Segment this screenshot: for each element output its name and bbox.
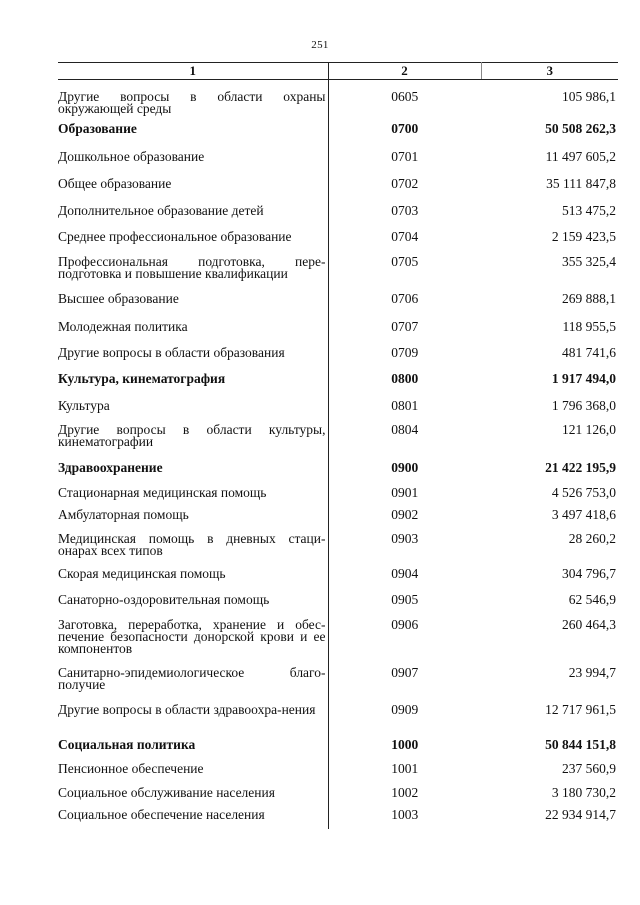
row-code: 0904 <box>391 566 419 581</box>
row-code: 0905 <box>391 592 419 607</box>
row-amount: 118 955,5 <box>562 319 616 334</box>
row-amount: 50 844 151,8 <box>545 737 616 752</box>
row-name: Высшее образование <box>58 293 328 321</box>
row-code: 0801 <box>391 398 419 413</box>
row-name: Заготовка, переработка, хранение и обес-печение безопасности донорской крови и ее компонентов <box>58 619 328 667</box>
row-amount: 237 560,9 <box>562 761 616 776</box>
row-name: Социальное обслуживание населения <box>58 787 328 809</box>
table-row <box>58 205 618 231</box>
row-code: 1001 <box>391 761 419 776</box>
table-row <box>58 667 618 704</box>
row-amount: 269 888,1 <box>562 291 616 306</box>
row-name: Образование <box>58 123 328 151</box>
table-row <box>58 487 618 509</box>
row-name: Санитарно-эпидемиологическое благо-получие <box>58 667 328 704</box>
table-row <box>58 568 618 594</box>
row-code: 1003 <box>391 807 419 822</box>
row-name: Медицинская помощь в дневных стаци-онарах всех типов <box>58 533 328 568</box>
row-amount: 35 111 847,8 <box>546 176 616 191</box>
row-code: 0707 <box>391 319 419 334</box>
row-amount: 121 126,0 <box>562 422 616 437</box>
table-row <box>58 594 618 619</box>
row-code: 0900 <box>391 460 419 475</box>
row-name: Среднее профессиональное образование <box>58 231 328 256</box>
row-name: Другие вопросы в области образования <box>58 347 328 373</box>
table-row <box>58 293 618 321</box>
table-row <box>58 763 618 787</box>
row-code: 0709 <box>391 345 419 360</box>
table-row <box>58 91 618 123</box>
page-number: 251 <box>311 39 329 51</box>
row-code: 0704 <box>391 229 419 244</box>
table-row <box>58 424 618 462</box>
row-code: 0703 <box>391 203 419 218</box>
row-code: 0706 <box>391 291 419 306</box>
section-row <box>58 123 618 151</box>
row-code: 0909 <box>391 702 419 717</box>
table-body <box>58 80 618 830</box>
row-name: Культура, кинематография <box>58 373 328 400</box>
row-code: 1002 <box>391 785 419 800</box>
row-amount: 62 546,9 <box>568 592 616 607</box>
row-amount: 4 526 753,0 <box>551 485 616 500</box>
row-amount: 3 497 418,6 <box>551 507 616 522</box>
table-row <box>58 533 618 568</box>
row-code: 1000 <box>391 737 419 752</box>
row-code: 0907 <box>391 665 419 680</box>
table-row <box>58 256 618 293</box>
row-code: 0902 <box>391 507 419 522</box>
table-header-row <box>58 63 618 80</box>
row-code: 0804 <box>391 422 419 437</box>
table-row <box>58 231 618 256</box>
table-row <box>58 347 618 373</box>
row-amount: 513 475,2 <box>562 203 616 218</box>
section-row <box>58 373 618 400</box>
row-amount: 11 497 605,2 <box>545 149 616 164</box>
table-row <box>58 400 618 424</box>
section-row <box>58 739 618 763</box>
row-name: Стационарная медицинская помощь <box>58 487 328 509</box>
table-row <box>58 509 618 533</box>
row-amount: 50 508 262,3 <box>545 121 616 136</box>
row-name: Другие вопросы в области культуры, кинематографии <box>58 424 328 462</box>
row-amount: 23 994,7 <box>568 665 616 680</box>
column-header-2: 2 <box>328 63 481 80</box>
row-name: Амбулаторная помощь <box>58 509 328 533</box>
row-name: Молодежная политика <box>58 321 328 347</box>
row-code: 0906 <box>391 617 419 632</box>
table-row <box>58 619 618 667</box>
row-amount: 1 917 494,0 <box>551 371 616 386</box>
row-amount: 355 325,4 <box>562 254 616 269</box>
row-code: 0700 <box>391 121 419 136</box>
row-code: 0605 <box>391 89 419 104</box>
row-name: Здравоохранение <box>58 462 328 487</box>
section-row <box>58 462 618 487</box>
table-row <box>58 151 618 178</box>
row-name: Общее образование <box>58 178 328 205</box>
row-amount: 3 180 730,2 <box>551 785 616 800</box>
table-row <box>58 809 618 829</box>
row-amount: 22 934 914,7 <box>545 807 616 822</box>
budget-table <box>58 62 618 829</box>
row-name: Дошкольное образование <box>58 151 328 178</box>
row-amount: 1 796 368,0 <box>551 398 616 413</box>
table-row <box>58 321 618 347</box>
row-name: Профессиональная подготовка, пере-подготовка и повышение квалификации <box>58 256 328 293</box>
row-code: 0705 <box>391 254 419 269</box>
row-name: Санаторно-оздоровительная помощь <box>58 594 328 619</box>
row-name: Культура <box>58 400 328 424</box>
row-name: Дополнительное образование детей <box>58 205 328 231</box>
row-amount: 21 422 195,9 <box>545 460 616 475</box>
row-code: 0702 <box>391 176 419 191</box>
row-name: Пенсионное обеспечение <box>58 763 328 787</box>
row-amount: 304 796,7 <box>562 566 616 581</box>
table-row <box>58 178 618 205</box>
row-code: 0800 <box>391 371 419 386</box>
row-code: 0701 <box>391 149 419 164</box>
row-code: 0903 <box>391 531 419 546</box>
row-amount: 481 741,6 <box>562 345 616 360</box>
table-row <box>58 704 618 739</box>
row-code: 0901 <box>391 485 419 500</box>
table-row <box>58 787 618 809</box>
row-name: Другие вопросы в области охраны окружающей среды <box>58 91 328 123</box>
column-header-1: 1 <box>58 63 328 80</box>
row-name: Социальная политика <box>58 739 328 763</box>
row-amount: 2 159 423,5 <box>551 229 616 244</box>
row-amount: 105 986,1 <box>562 89 616 104</box>
row-name: Социальное обеспечение населения <box>58 809 328 829</box>
row-amount: 28 260,2 <box>568 531 616 546</box>
row-name: Скорая медицинская помощь <box>58 568 328 594</box>
row-amount: 12 717 961,5 <box>545 702 616 717</box>
row-name: Другие вопросы в области здравоохра-нения <box>58 704 328 739</box>
row-amount: 260 464,3 <box>562 617 616 632</box>
column-header-3: 3 <box>481 63 618 80</box>
